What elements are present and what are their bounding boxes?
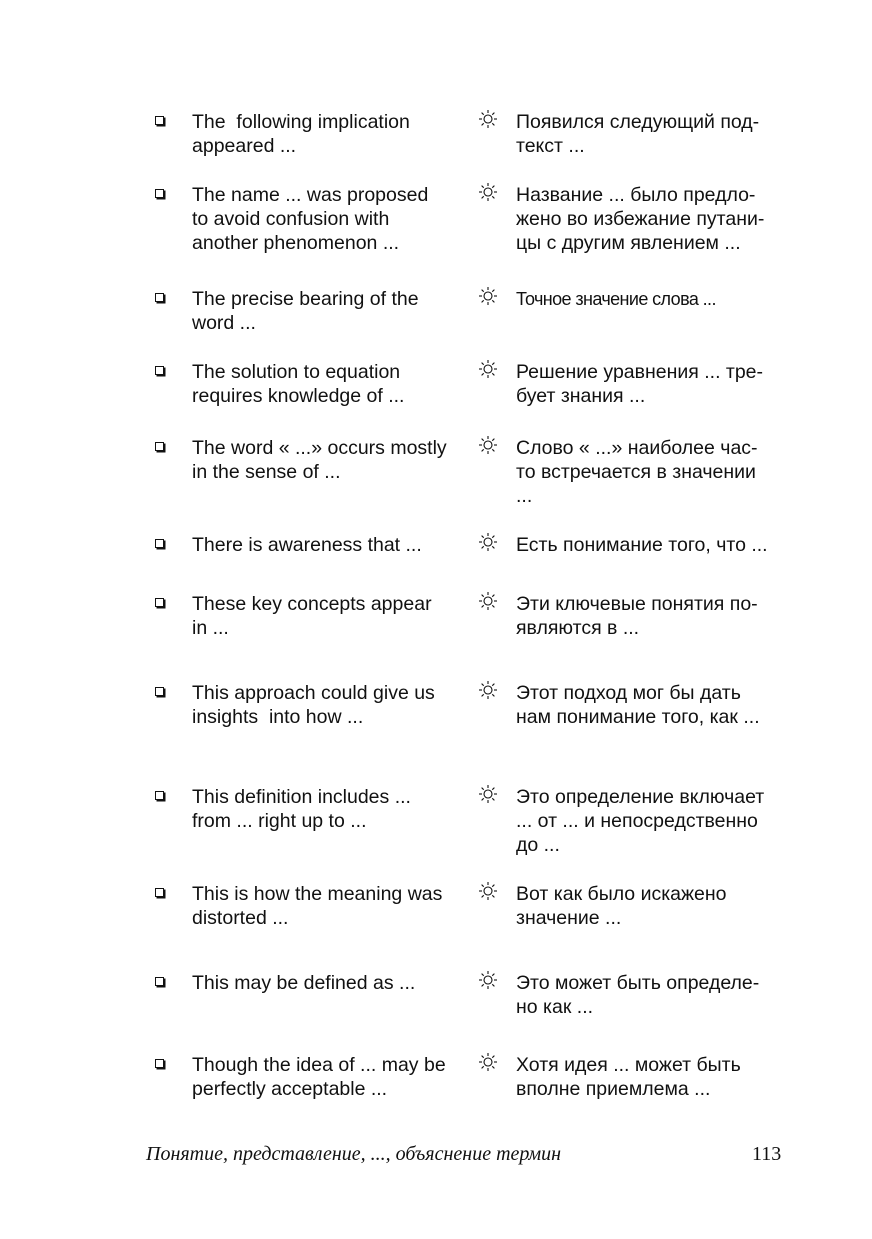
english-phrase: This definition includes ... from ... right up to ... — [192, 786, 411, 832]
english-phrase: This may be defined as ... — [192, 972, 416, 994]
checkbox-bullet-icon — [155, 687, 164, 696]
checkbox-bullet-icon — [155, 116, 164, 125]
russian-phrase: Хотя идея ... может быть вполне приемлема ... — [516, 1054, 741, 1100]
english-phrase: These key concepts appear in ... — [192, 593, 432, 639]
sun-bullet-icon — [478, 784, 498, 804]
page-number: 113 — [752, 1143, 782, 1165]
phrase-entry — [0, 360, 872, 440]
checkbox-bullet-icon — [155, 977, 164, 986]
phrase-entry — [0, 681, 872, 761]
sun-bullet-icon — [478, 1052, 498, 1072]
sun-bullet-icon — [478, 881, 498, 901]
checkbox-bullet-icon — [155, 366, 164, 375]
sun-bullet-icon — [478, 182, 498, 202]
russian-phrase: Вот как было искажено значение ... — [516, 883, 727, 929]
english-phrase: The word « ...» occurs mostly in the sense of ... — [192, 437, 447, 483]
checkbox-bullet-icon — [155, 888, 164, 897]
phrase-entry — [0, 882, 872, 962]
russian-phrase: Эти ключевые понятия по- являются в ... — [516, 593, 758, 639]
running-footer-title: Понятие, представление, ..., объяснение термин — [146, 1143, 562, 1165]
sun-bullet-icon — [478, 109, 498, 129]
russian-phrase: Точное значение слова ... — [516, 289, 716, 309]
checkbox-bullet-icon — [155, 791, 164, 800]
checkbox-bullet-icon — [155, 442, 164, 451]
english-phrase: The solution to equation requires knowledge of ... — [192, 361, 405, 407]
phrase-entry — [0, 971, 872, 1051]
russian-phrase: Слово « ...» наиболее час- то встречается в значении ... — [516, 437, 758, 507]
english-phrase: The following implication appeared ... — [192, 111, 410, 157]
sun-bullet-icon — [478, 591, 498, 611]
sun-bullet-icon — [478, 680, 498, 700]
phrase-entry — [0, 1053, 872, 1133]
sun-bullet-icon — [478, 359, 498, 379]
sun-bullet-icon — [478, 970, 498, 990]
phrase-entry — [0, 436, 872, 516]
sun-bullet-icon — [478, 286, 498, 306]
english-phrase: This is how the meaning was distorted ... — [192, 883, 443, 929]
phrase-entry — [0, 785, 872, 865]
russian-phrase: Есть понимание того, что ... — [516, 534, 768, 556]
checkbox-bullet-icon — [155, 1059, 164, 1068]
russian-phrase: Появился следующий под- текст ... — [516, 111, 760, 157]
russian-phrase: Это может быть определе- но как ... — [516, 972, 760, 1018]
checkbox-bullet-icon — [155, 539, 164, 548]
phrase-entry — [0, 110, 872, 190]
checkbox-bullet-icon — [155, 189, 164, 198]
russian-phrase: Название ... было предло- жено во избежание путани- цы с другим явлением ... — [516, 184, 765, 254]
english-phrase: The name ... was proposed to avoid confusion with another phenomenon ... — [192, 184, 429, 254]
phrase-entry — [0, 183, 872, 263]
russian-phrase: Решение уравнения ... тре- бует знания ... — [516, 361, 764, 407]
checkbox-bullet-icon — [155, 598, 164, 607]
english-phrase: This approach could give us insights into how ... — [192, 682, 435, 728]
russian-phrase: Это определение включает ... от ... и непосредственно до ... — [516, 786, 765, 856]
phrase-entry — [0, 592, 872, 672]
english-phrase: The precise bearing of the word ... — [192, 288, 419, 334]
russian-phrase: Этот подход мог бы дать нам понимание того, как ... — [516, 682, 760, 728]
sun-bullet-icon — [478, 532, 498, 552]
sun-bullet-icon — [478, 435, 498, 455]
english-phrase: Though the idea of ... may be perfectly acceptable ... — [192, 1054, 446, 1100]
phrase-entry — [0, 287, 872, 367]
checkbox-bullet-icon — [155, 293, 164, 302]
english-phrase: There is awareness that ... — [192, 534, 422, 556]
